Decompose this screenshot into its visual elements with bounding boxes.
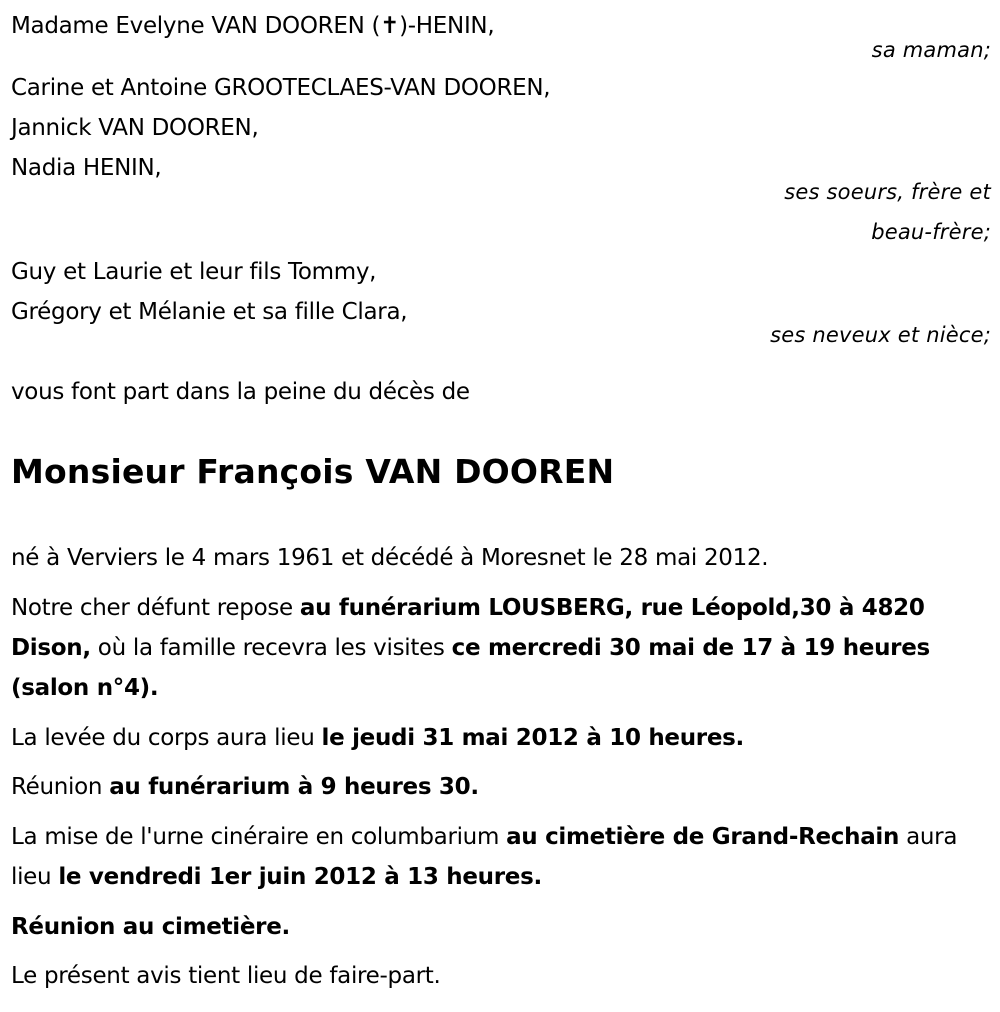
deceased-name-heading: Monsieur François VAN DOOREN [11, 452, 615, 491]
urne-text: aura lieu [11, 824, 958, 890]
reunion-time: au funérarium à 9 heures 30. [109, 774, 479, 800]
urne-text: La mise de l'urne cinéraire en columbarium [11, 824, 507, 850]
birth-death-text: né à Verviers le 4 mars 1961 et décédé à Moresnet le 28 mai 2012. [11, 545, 769, 571]
urne-time: le vendredi 1er juin 2012 à 13 heures. [58, 864, 542, 890]
family-name-line: Guy et Laurie et leur fils Tommy, [11, 259, 377, 285]
visit-times: ce mercredi 30 mai de 17 à 19 heures (salon n°4). [11, 635, 930, 701]
repose-paragraph [11, 588, 986, 708]
closing-text: Le présent avis tient lieu de faire-part. [11, 963, 441, 989]
reunion-funerarium-paragraph [11, 767, 986, 807]
reunion-cemetery-paragraph [11, 907, 986, 947]
urne-paragraph [11, 817, 971, 897]
relation-label: beau-frère; [871, 220, 991, 244]
family-name-line: Jannick VAN DOOREN, [11, 115, 259, 141]
family-name-line: Nadia HENIN, [11, 155, 162, 181]
levee-time: le jeudi 31 mai 2012 à 10 heures. [321, 725, 744, 751]
family-name-line: Grégory et Mélanie et sa fille Clara, [11, 299, 408, 325]
reunion-cemetery-text: Réunion au cimetière. [11, 914, 290, 940]
family-name-line: Madame Evelyne VAN DOOREN (✝)-HENIN, [11, 13, 495, 39]
repose-text: où la famille recevra les visites [90, 635, 452, 661]
family-name-line: Carine et Antoine GROOTECLAES-VAN DOOREN, [11, 75, 551, 101]
relation-label: sa maman; [871, 38, 991, 62]
repose-location: au funérarium LOUSBERG, rue Léopold,30 à 4820 Dison, [11, 595, 925, 661]
relation-label: ses neveux et nièce; [770, 323, 991, 347]
levee-paragraph [11, 718, 986, 758]
cemetery-location: au cimetière de Grand-Rechain [506, 824, 900, 850]
relation-label: ses soeurs, frère et [784, 180, 991, 204]
reunion-text: Réunion [11, 774, 110, 800]
levee-text: La levée du corps aura lieu [11, 725, 322, 751]
repose-text: Notre cher défunt repose [11, 595, 300, 621]
announcement-text: vous font part dans la peine du décès de [11, 379, 470, 405]
